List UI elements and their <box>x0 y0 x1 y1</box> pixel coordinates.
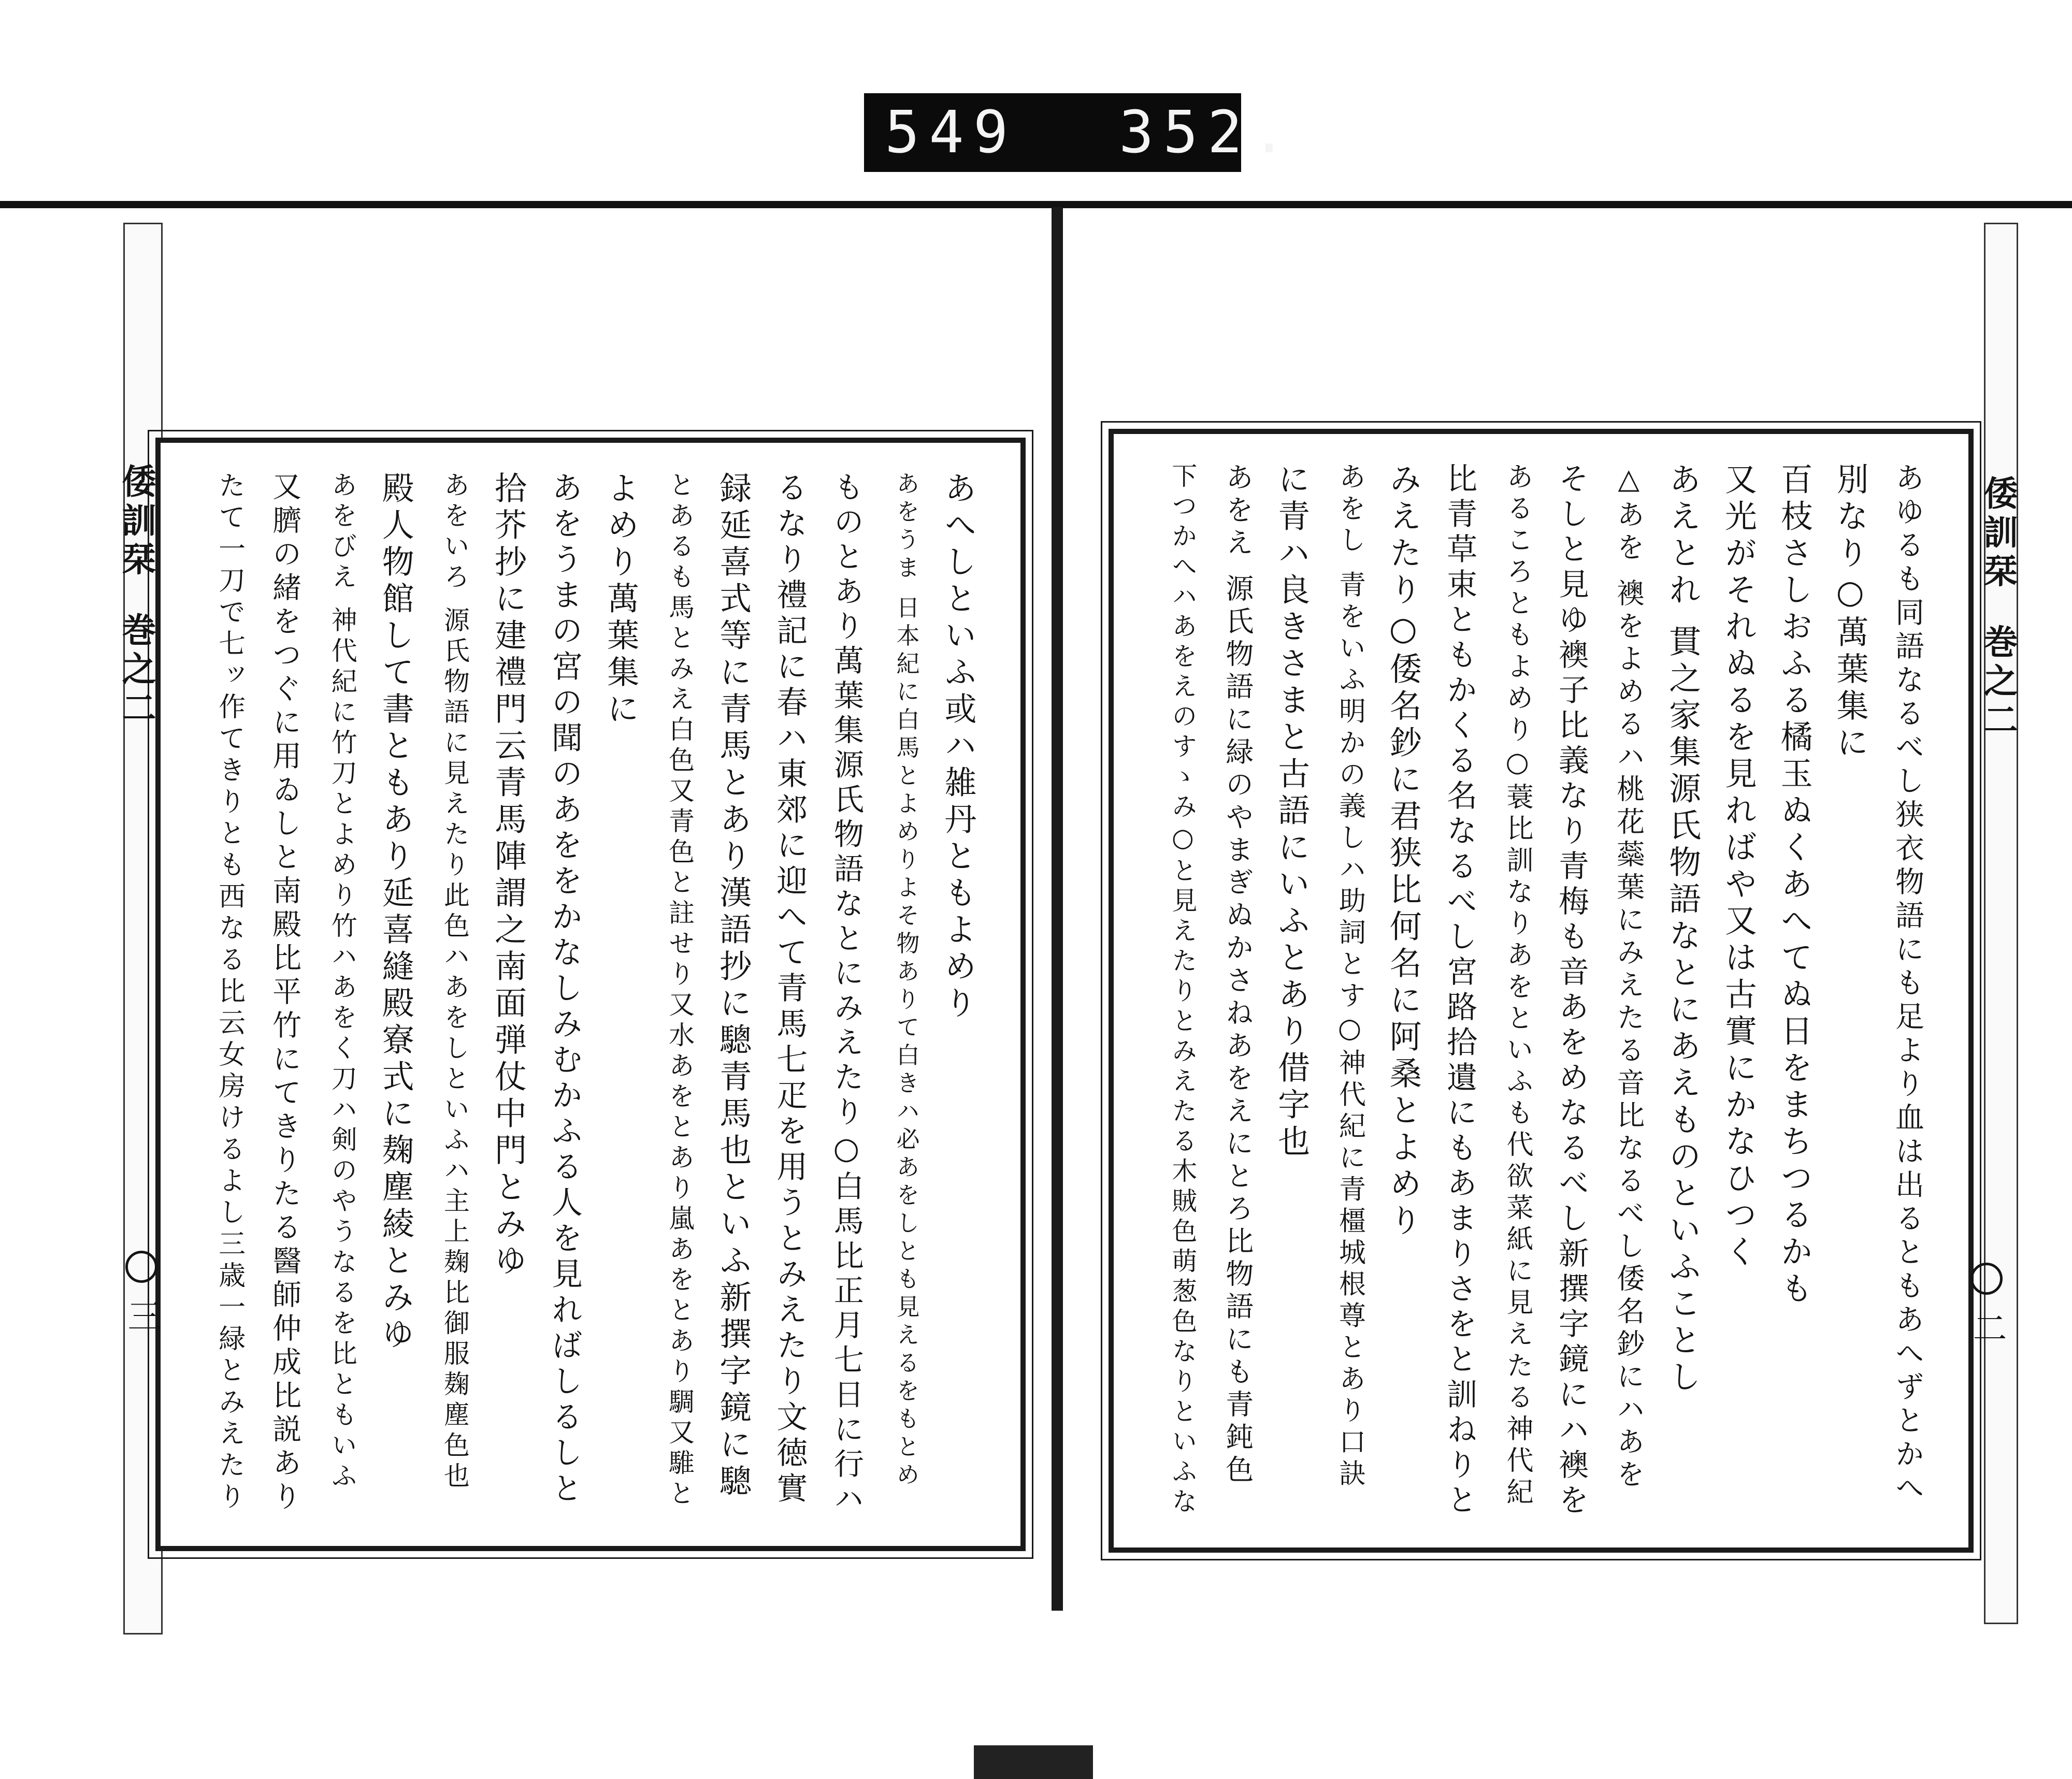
right-page <box>1109 429 2018 1553</box>
right-page-header <box>1978 475 2018 741</box>
scan-number-right: 352. <box>1119 99 1296 166</box>
left-page-title: 倭訓栞 <box>116 464 156 580</box>
left-page-volume: 巻之二 <box>116 612 156 729</box>
text-column: あをえ 源氏物語に緑のやまぎぬかさねあをえにとろ比物語にも青鈍色 <box>1221 462 1254 1488</box>
text-column: △あを 襖をよめるハ桃花蘂葉にみえたる音比なるべし倭名鈔にハあを <box>1612 462 1645 1493</box>
text-column: あをいろ 源氏物語に見えたり此色ハあをしといふハ主上麹比御服麹塵色也 <box>439 471 470 1493</box>
text-column: 録延喜式等に青馬とあり漢語抄に驄青馬也といふ新撰字鏡に驄 <box>714 471 752 1501</box>
text-column: 又光がそれぬるを見ればや又は古實にかなひつく <box>1719 462 1758 1271</box>
text-column: に青ハ良きさまと古語にいふとあり借字也 <box>1272 462 1311 1161</box>
left-page-folio <box>122 1251 162 1337</box>
folio-circle-icon <box>125 1251 157 1283</box>
left-page-header <box>116 464 156 729</box>
scan-edge-line <box>0 201 2072 208</box>
right-page-volume: 巻之二 <box>1978 624 2018 741</box>
text-column: 別なり○萬葉集に <box>1831 462 1869 762</box>
text-column: 下つかへハあをえのすゝみ○と見えたりとみえたる木賊色萌葱色なりといふな <box>1168 462 1198 1518</box>
text-column: 比青草束ともかくる名なるべし宮路拾遺にもあまりさをと訓ねりと <box>1442 462 1478 1519</box>
text-column: 又臍の緒をつぐに用ゐしと南殿比平竹にてきりたる醫師仲成比説あり <box>268 471 302 1515</box>
text-column: ものとあり萬葉集源氏物語なとにみえたり○白馬比正月七日に行ハ <box>828 471 864 1517</box>
text-column: 百枝さしおふる橘玉ぬくあへてぬ日をまちつるかも <box>1775 462 1814 1308</box>
text-column: あをうま 日本紀に白馬とよめりよそ物ありて白きハ必あをしとも見えるをもとめ <box>892 471 920 1491</box>
text-column: あへしといふ或ハ雑丹ともよめり <box>939 471 977 1023</box>
text-column: よめり萬葉集に <box>601 471 640 729</box>
text-column: あるころともよめり○蓑比訓なりあをといふも代欲菜紙に見えたる神代紀 <box>1502 462 1533 1509</box>
text-column: みえたり○倭名鈔に君狭比何名に阿桑とよめり <box>1384 462 1422 1240</box>
text-column: とあるも馬とみえ白色又青色と註せり又水あをとあり嵐あをとあり騆又騅と <box>665 471 695 1510</box>
text-column: あをし 青をいふ明かの義しハ助詞とす○神代紀に青橿城根尊とあり口訣 <box>1334 462 1365 1491</box>
right-page-title: 倭訓栞 <box>1978 475 2018 592</box>
scan-label <box>864 93 1296 172</box>
text-column: たて一刀で七ッ作てきりとも西なる比云女房けるよし三歳一緑とみえたり <box>213 471 245 1514</box>
text-column: るなり禮記に春ハ東郊に迎へて青馬七疋を用うとみえたり文徳實 <box>771 471 808 1508</box>
folio-circle-icon <box>1970 1263 2003 1295</box>
text-column: 殿人物館して書ともあり延喜縫殿寮式に麹塵綾とみゆ <box>377 471 415 1354</box>
right-page-folio <box>1967 1263 2007 1349</box>
left-page <box>116 438 1026 1551</box>
binding-stub <box>974 1745 1093 1779</box>
text-column: あゆるも同語なるべし狭衣物語にも足より血は出るともあへずとかへ <box>1891 462 1924 1506</box>
text-column: あえとれ 貫之家集源氏物語なとにあえものといふことし <box>1663 462 1702 1397</box>
right-sheet-edge <box>1984 223 2018 1624</box>
scan-number-left: 549 <box>885 99 1018 166</box>
left-folio-number: 三 <box>122 1298 162 1337</box>
right-folio-number: 二 <box>1967 1310 2007 1349</box>
text-column: あをうまの宮の聞のあををかなしみむかふる人を見ればしるしと <box>546 471 583 1508</box>
text-column: そしと見ゆ襖子比義なり青梅も音あをめなるべし新撰字鏡にハ襖を <box>1553 462 1589 1519</box>
book-spine <box>1052 207 1063 1611</box>
text-column: 拾芥抄に建禮門云青馬陣謂之南面弾仗中門とみゆ <box>489 471 527 1280</box>
text-column: あをびえ 神代紀に竹刀とよめり竹ハあをく刀ハ剣のやうなるを比ともいふ <box>327 471 357 1493</box>
